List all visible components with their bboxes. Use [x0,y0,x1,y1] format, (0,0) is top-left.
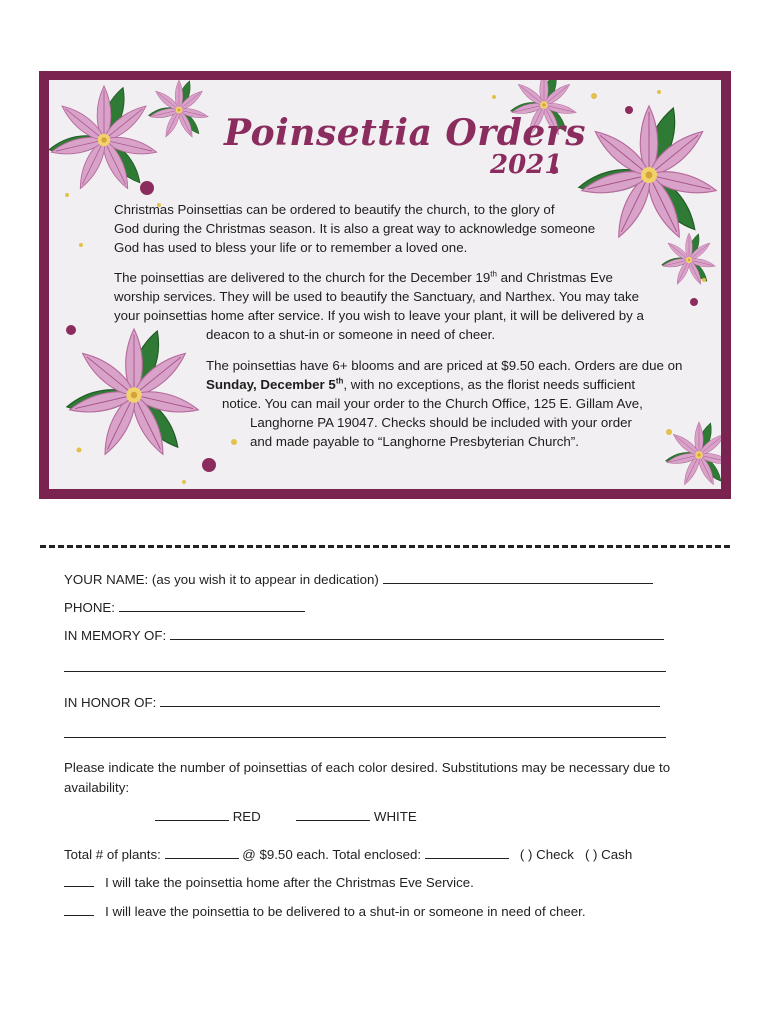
check-option[interactable]: ( ) Check [519,847,574,862]
instructions-line-2: availability: [64,780,130,795]
intro-line-2: God during the Christmas season. It is also a great way to acknowledge someone [114,221,596,236]
honor-field[interactable] [160,694,660,707]
delivery-line-2: worship services. They will be used to beautify the Sanctuary, and Narthex. You may take [114,289,640,304]
flyer-year: 2021 [490,150,563,180]
phone-field[interactable] [119,599,305,612]
poinsettia-left-middle-icon [65,328,200,458]
pricing-line-1: The poinsettias have 6+ blooms and are priced at $9.50 each. Orders are due on [206,358,683,373]
poinsettia-bottom-right-icon [665,421,721,486]
intro-line-3: God has used to bless your life or to remember a loved one. [114,240,468,255]
white-label: WHITE [373,809,417,824]
poinsettia-top-left-icon [49,85,158,192]
leave-row [64,903,586,919]
leave-checkbox[interactable] [64,903,94,916]
name-label: YOUR NAME: (as you wish it to appear in dedication) [64,572,379,587]
pricing-line-4: Langhorne PA 19047. Checks should be included with your order [250,415,632,430]
phone-label: PHONE: [64,600,115,615]
leave-label: I will leave the poinsettia to be delivered to a shut-in or someone in need of cheer. [105,904,586,919]
pricing-line-5: and made payable to “Langhorne Presbyterian Church”. [250,434,579,449]
poinsettia-right-small-icon [661,232,716,285]
total-enclosed-field[interactable] [425,846,509,859]
red-quantity-field[interactable] [155,808,229,821]
name-field[interactable] [383,571,653,584]
pricing-line-3: notice. You can mail your order to the Church Office, 125 E. Gillam Ave, [222,396,643,411]
memory-field-line-2[interactable] [64,671,666,672]
white-quantity-field[interactable] [296,808,370,821]
total-plants-field[interactable] [165,846,239,859]
total-row [64,846,632,862]
flyer-card-inner [49,80,721,489]
memory-row [64,627,664,643]
phone-row [64,599,305,615]
poinsettia-top-right-icon [577,104,718,240]
name-row [64,571,653,587]
instructions-line-1: Please indicate the number of poinsettias of each color desired. Substitutions may be necessary due to [64,760,671,775]
delivery-line-4: deacon to a shut-in or someone in need of cheer. [206,327,496,342]
flyer-title: Poinsettia Orders [224,112,587,154]
memory-label: IN MEMORY OF: [64,628,167,643]
take-home-label: I will take the poinsettia home after the Christmas Eve Service. [105,875,474,890]
delivery-line-1: The poinsettias are delivered to the church for the December 19th and Christmas Eve [114,269,613,285]
delivery-line-3: your poinsettias home after service. If you wish to leave your plant, it will be delivered by a [114,308,644,323]
cash-option[interactable]: ( ) Cash [584,847,633,862]
flyer-card [39,71,731,499]
poinsettia-top-left-small-icon [148,80,209,139]
take-home-checkbox[interactable] [64,874,94,887]
honor-label: IN HONOR OF: [64,695,157,710]
red-label: RED [232,809,261,824]
honor-field-line-2[interactable] [64,737,666,738]
take-home-row [64,874,474,890]
cut-line [40,545,730,548]
honor-row [64,694,660,710]
color-row [155,808,417,824]
price-text: @ $9.50 each. Total enclosed: [242,847,422,862]
memory-field[interactable] [170,627,664,640]
pricing-line-2: Sunday, December 5th, with no exceptions, as the florist needs sufficient [206,376,636,392]
intro-line-1: Christmas Poinsettias can be ordered to beautify the church, to the glory of [114,202,555,217]
total-label: Total # of plants: [64,847,161,862]
